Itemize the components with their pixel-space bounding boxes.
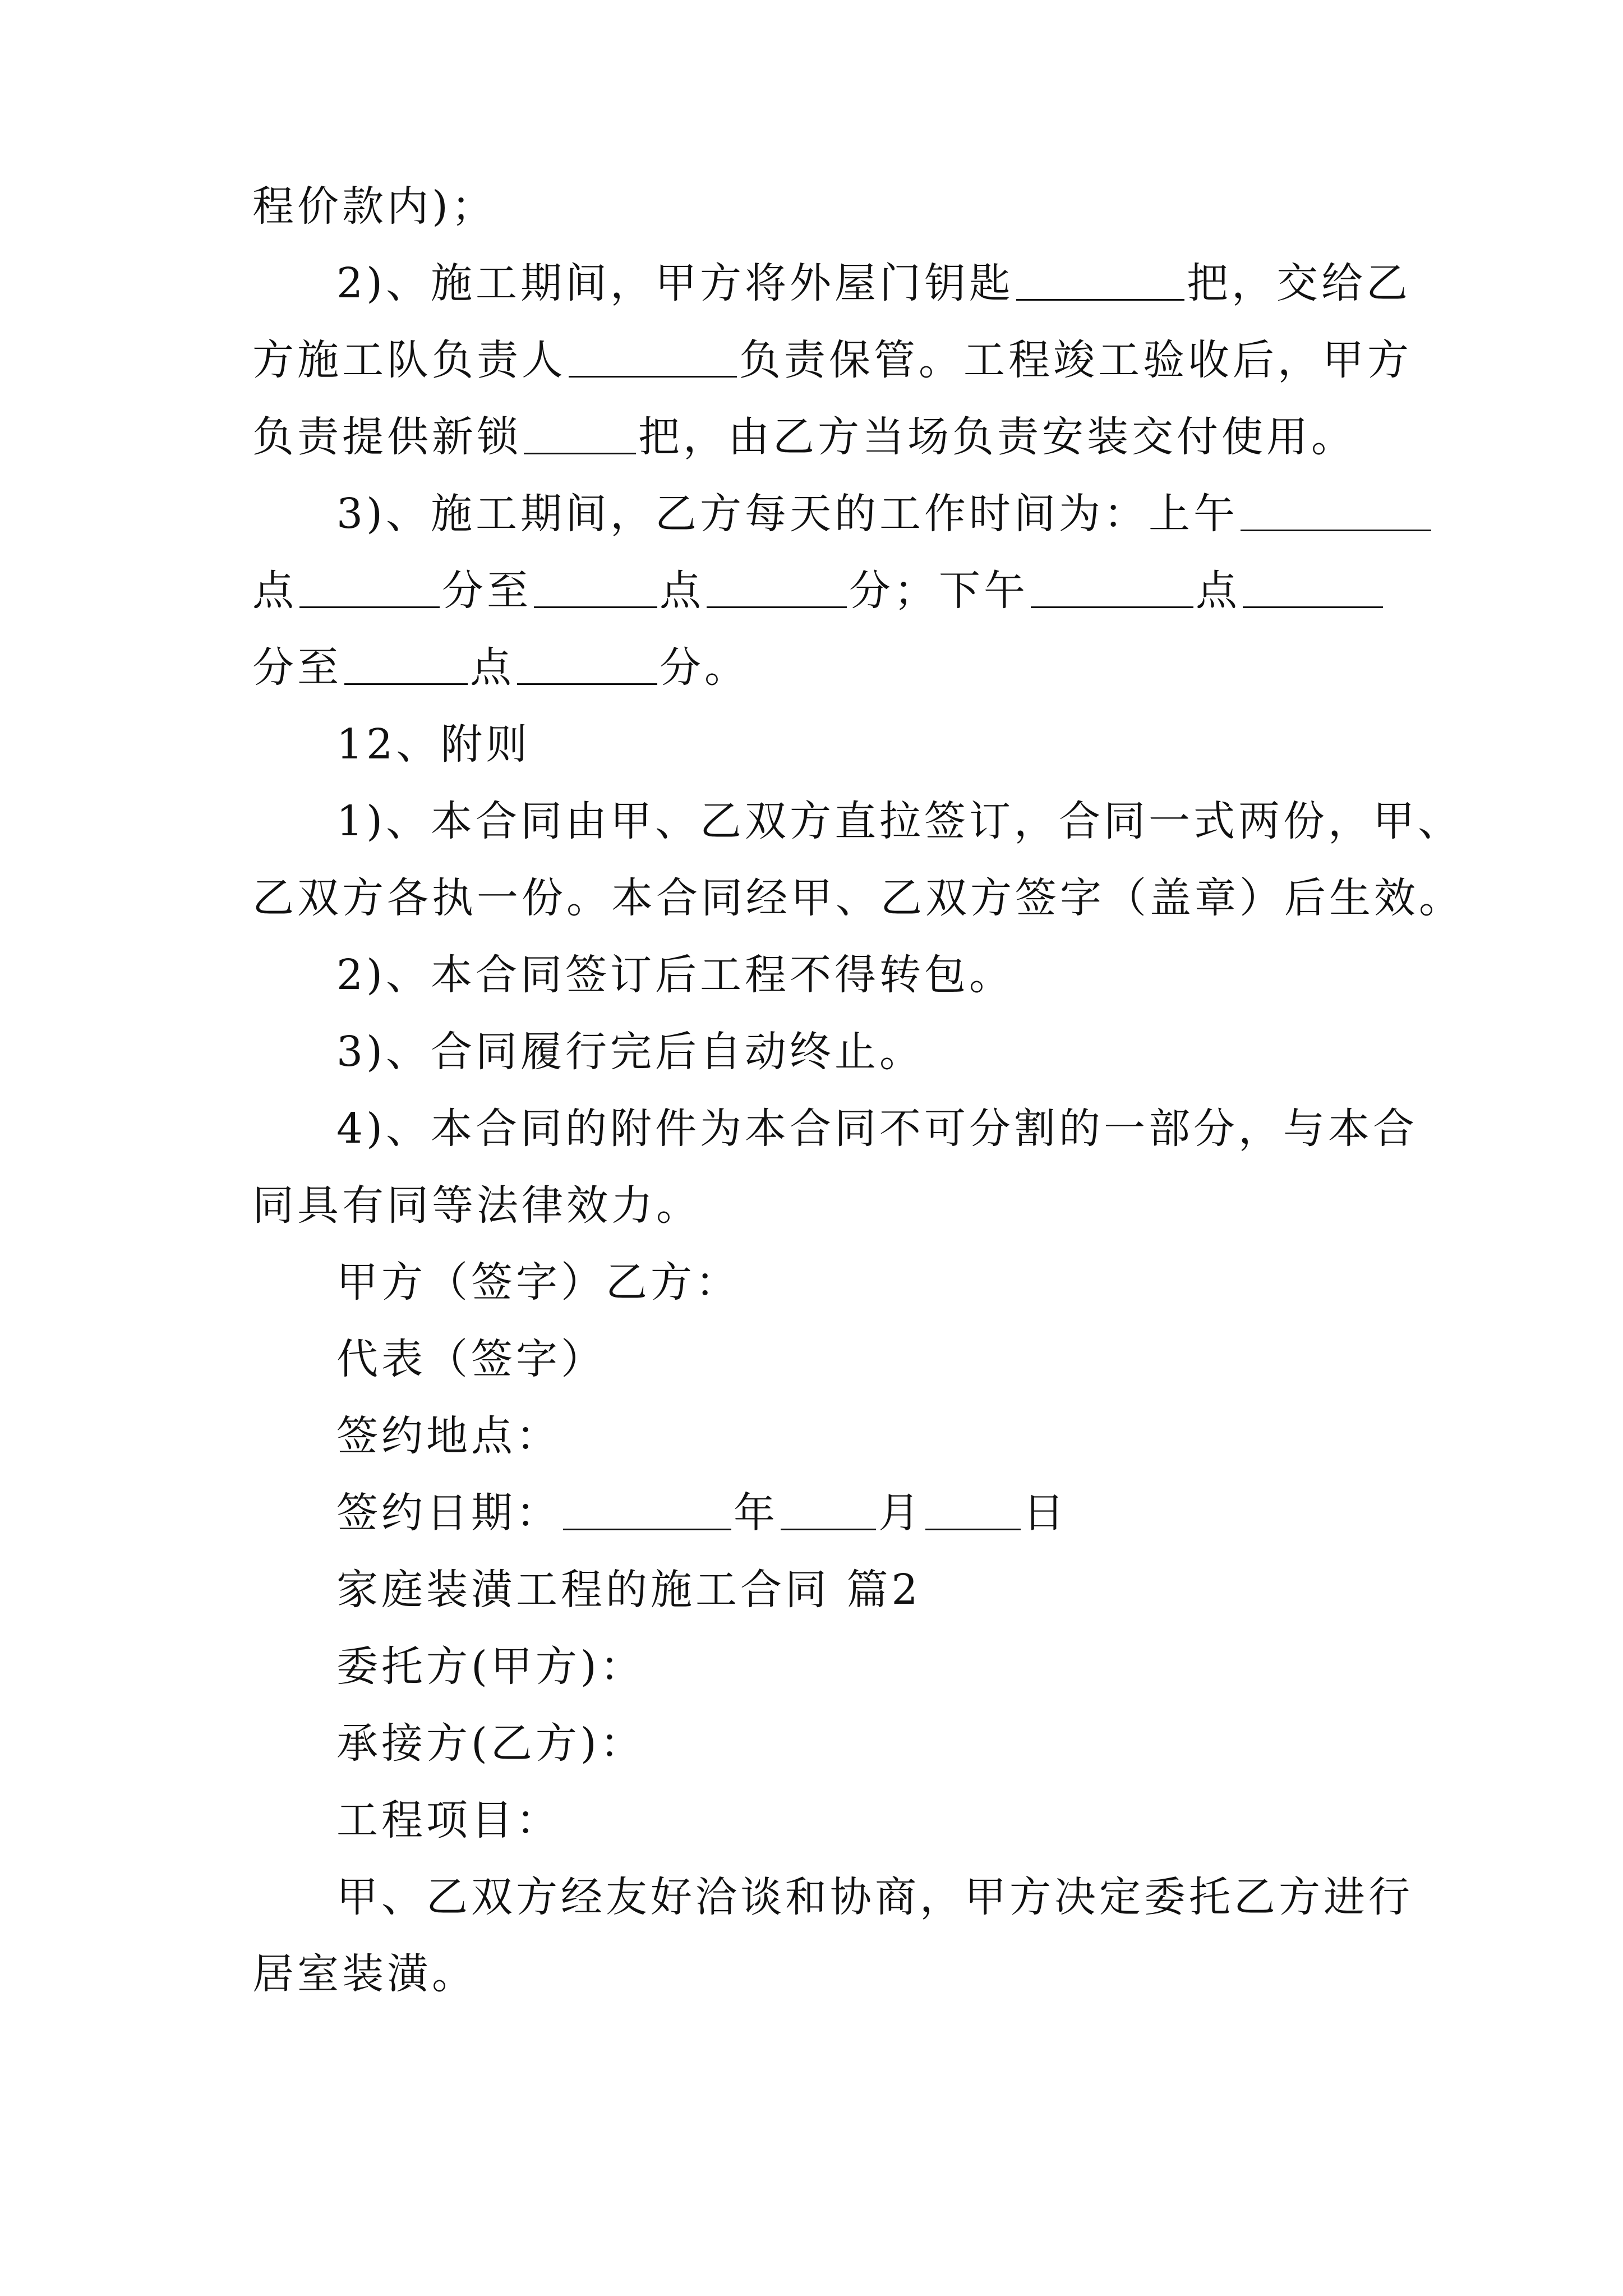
text-segment: 点 — [252, 567, 297, 615]
clause-working-hours — [252, 476, 1391, 553]
section-heading — [252, 706, 1391, 783]
text-segment: 委托方(甲方)： — [336, 1642, 645, 1691]
signing-date-line — [252, 1475, 1391, 1552]
text-segment: 同具有同等法律效力。 — [252, 1181, 701, 1230]
text-segment: 家庭装潢工程的施工合同 篇2 — [336, 1566, 921, 1614]
blank-field[interactable] — [344, 644, 468, 685]
project-line — [252, 1782, 1391, 1859]
text-segment: 月 — [878, 1489, 923, 1537]
text-segment: 点 — [470, 643, 515, 692]
text-segment: 4)、本合同的附件为本合同不可分割的一部分，与本合 — [336, 1105, 1418, 1153]
text-segment: 点 — [1196, 567, 1241, 615]
paragraph-line — [252, 1014, 1391, 1091]
paragraph-line — [252, 783, 1463, 860]
paragraph-line — [252, 1859, 1413, 1936]
text-segment: 签约日期： — [336, 1489, 561, 1537]
contract-section-title — [252, 1552, 1391, 1628]
blank-field[interactable] — [1241, 490, 1431, 531]
text-segment: 程价款内)； — [252, 182, 496, 231]
blank-field[interactable] — [569, 337, 737, 378]
signing-place-line — [252, 1398, 1391, 1475]
text-segment: 1)、本合同由甲、乙双方直拉签订，合同一式两份，甲、 — [336, 797, 1463, 845]
blank-field[interactable] — [1031, 567, 1193, 608]
text-segment: 日 — [1023, 1489, 1068, 1537]
paragraph-line — [252, 553, 1391, 629]
party-b-line — [252, 1705, 1391, 1782]
text-segment: 2)、本合同签订后工程不得转包。 — [336, 951, 1014, 999]
text-segment: 点 — [660, 567, 704, 615]
text-segment: 工程项目： — [336, 1796, 561, 1844]
blank-field[interactable] — [1243, 567, 1383, 608]
text-segment: 乙双方各执一份。本合同经甲、乙双方签字（盖章）后生效。 — [252, 874, 1464, 922]
text-segment: 方施工队负责人 — [252, 336, 566, 384]
text-segment: 把，交给乙 — [1186, 259, 1411, 307]
paragraph-line — [252, 937, 1391, 1014]
text-segment: 年 — [734, 1489, 778, 1537]
text-segment: 分。 — [660, 643, 749, 692]
text-segment: 签约地点： — [336, 1412, 561, 1460]
text-segment: 代表（签字） — [336, 1335, 606, 1383]
paragraph-line — [252, 1091, 1418, 1167]
text-segment: 2)、施工期间，甲方将外屋门钥匙 — [336, 259, 1014, 307]
text-segment: 分；下午 — [849, 567, 1029, 615]
signature-representative-line — [252, 1321, 1391, 1398]
blank-field[interactable] — [925, 1489, 1021, 1530]
text-segment: 甲、乙双方经友好洽谈和协商，甲方决定委托乙方进行 — [336, 1873, 1413, 1921]
blank-field[interactable] — [517, 644, 657, 685]
clause-key-handover — [252, 245, 1411, 322]
party-a-line — [252, 1628, 1391, 1705]
paragraph-line — [252, 322, 1412, 399]
blank-field[interactable] — [299, 567, 440, 608]
text-segment: 把，由乙方当场负责安装交付使用。 — [638, 413, 1356, 461]
text-segment: 分至 — [442, 567, 532, 615]
paragraph-line — [252, 1167, 1391, 1244]
paragraph-line — [252, 399, 1391, 476]
paragraph-line — [252, 860, 1464, 937]
blank-field[interactable] — [534, 567, 657, 608]
paragraph-line — [252, 629, 1391, 706]
text-segment: 承接方(乙方)： — [336, 1719, 645, 1768]
blank-field[interactable] — [563, 1489, 731, 1530]
blank-field[interactable] — [1016, 260, 1184, 301]
text-segment: 3)、合同履行完后自动终止。 — [336, 1028, 924, 1076]
text-segment: 负责保管。工程竣工验收后，甲方 — [739, 336, 1412, 384]
text-segment: 分至 — [252, 643, 342, 692]
paragraph-line — [252, 168, 1391, 245]
text-segment: 3)、施工期间，乙方每天的工作时间为：上午 — [336, 490, 1238, 538]
signature-party-line — [252, 1244, 1391, 1321]
text-segment: 甲方（签字）乙方： — [336, 1258, 740, 1306]
paragraph-line — [252, 1936, 1391, 2013]
blank-field[interactable] — [707, 567, 847, 608]
text-segment: 居室装潢。 — [252, 1950, 477, 1998]
text-segment: 12、附则 — [336, 720, 531, 769]
contract-body — [252, 168, 1464, 2013]
text-segment: 负责提供新锁 — [252, 413, 522, 461]
blank-field[interactable] — [524, 413, 636, 454]
blank-field[interactable] — [781, 1489, 876, 1530]
